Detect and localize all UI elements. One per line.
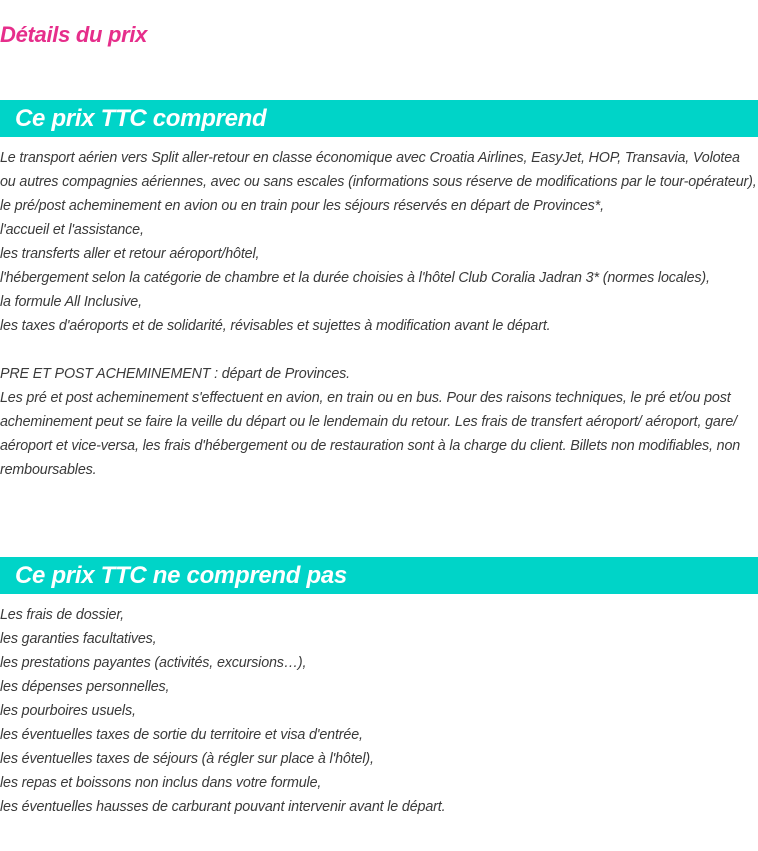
included-item: la formule All Inclusive, [0,294,142,310]
included-item: les taxes d'aéroports et de solidarité, révisables et sujettes à modification avant le départ. [0,318,551,334]
included-item: l'accueil et l'assistance, [0,222,144,238]
excluded-item: les éventuelles hausses de carburant pouvant intervenir avant le départ. [0,799,446,815]
included-item: Le transport aérien vers Split aller-retour en classe économique avec Croatia Airlines, EasyJet, HOP, Transavia, Volotea ou autres compagnies aériennes, avec ou sans escales (informations sous réserve de modifications par le tour-opérateur), [0,150,757,190]
included-item: l'hébergement selon la catégorie de chambre et la durée choisies à l'hôtel Club Coralia Jadran 3* (normes locales), [0,270,710,286]
included-item: les transferts aller et retour aéroport/hôtel, [0,246,260,262]
excluded-item: les pourboires usuels, [0,703,136,719]
excluded-list [0,603,758,819]
excluded-item: les éventuelles taxes de sortie du territoire et visa d'entrée, [0,727,363,743]
acheminement-title: PRE ET POST ACHEMINEMENT : départ de Provinces. [0,366,350,382]
included-list [0,146,758,482]
excluded-header-title: Ce prix TTC ne comprend pas [15,562,347,589]
included-item: le pré/post acheminement en avion ou en train pour les séjours réservés en départ de Provinces*, [0,198,604,214]
excluded-item: Les frais de dossier, [0,607,125,623]
included-header-title: Ce prix TTC comprend [15,105,267,132]
excluded-item: les prestations payantes (activités, excursions…), [0,655,307,671]
page-title: Détails du prix [0,22,148,47]
excluded-item: les garanties facultatives, [0,631,157,647]
paragraph-spacer [0,338,758,362]
acheminement-text: Les pré et post acheminement s'effectuent en avion, en train ou en bus. Pour des raisons techniques, le pré et/ou post acheminement peut se faire la veille du départ ou le lendemain du retour. Les frais de transfert aéroport/ aéroport, gare/ aéroport et vice-versa, les frais d'hébergement ou de restauration sont à la charge du client. Billets non modifiables, non remboursables. [0,390,741,478]
excluded-section-header [0,557,758,594]
excluded-item: les repas et boissons non inclus dans votre formule, [0,775,322,791]
included-section-header [0,100,758,137]
excluded-item: les éventuelles taxes de séjours (à régler sur place à l'hôtel), [0,751,374,767]
excluded-item: les dépenses personnelles, [0,679,170,695]
